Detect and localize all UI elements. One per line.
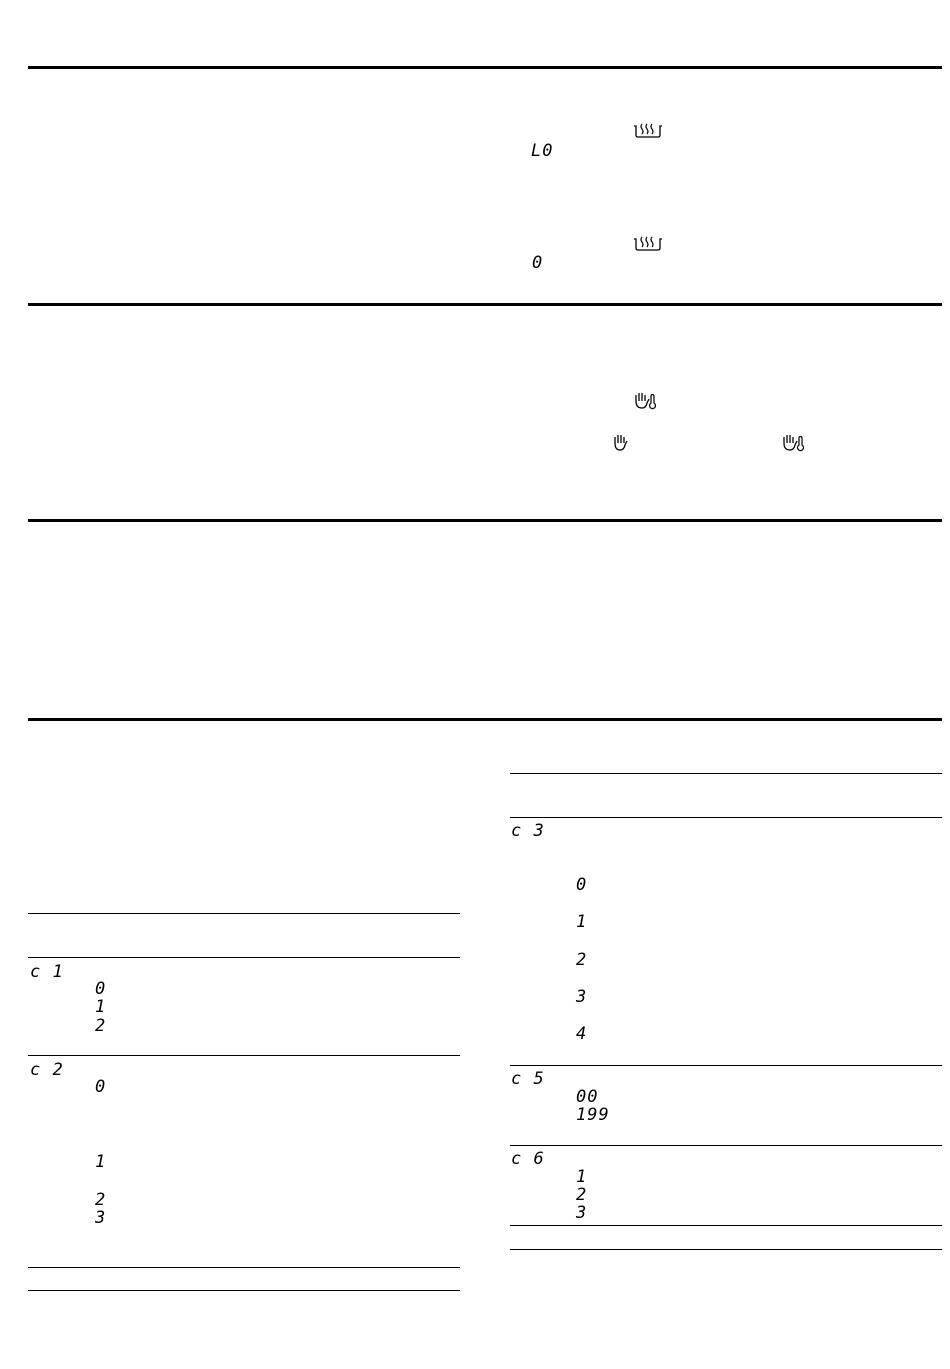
value-1: 1: [576, 912, 588, 932]
value-3: 3: [576, 987, 588, 1007]
section-divider-3: [28, 519, 942, 522]
value-2: 2: [576, 950, 588, 970]
display-zero: 0: [532, 253, 544, 273]
keep-warm-icon: [632, 234, 664, 252]
value-1: 1: [95, 997, 107, 1017]
left-table-bottom-rule: [28, 1290, 460, 1291]
value-1: 1: [576, 1167, 588, 1187]
code-c1: c 1: [30, 962, 64, 982]
code-c2: c 2: [30, 1060, 64, 1080]
value-1: 1: [95, 1152, 107, 1172]
value-00: 00: [576, 1087, 599, 1107]
right-table-top-rule: [510, 773, 942, 774]
hand-temperature-icon: [781, 432, 805, 452]
value-199: 199: [576, 1105, 610, 1125]
right-table-bottom-rule: [510, 1249, 942, 1250]
value-4: 4: [576, 1024, 588, 1044]
hand-temperature-icon: [633, 390, 657, 410]
code-c3: c 3: [511, 821, 545, 841]
section-divider-1: [28, 66, 942, 69]
value-3: 3: [95, 1208, 107, 1228]
value-0: 0: [576, 875, 588, 895]
value-0: 0: [95, 979, 107, 999]
left-table-row-rule: [28, 1055, 460, 1056]
display-lo: L0: [531, 141, 554, 161]
right-table-row-rule: [510, 1065, 942, 1066]
code-c5: c 5: [511, 1069, 545, 1089]
hand-icon: [612, 432, 628, 452]
value-2: 2: [95, 1190, 107, 1210]
value-0: 0: [95, 1077, 107, 1097]
left-table-end-rule: [28, 1267, 460, 1268]
keep-warm-icon: [632, 121, 664, 139]
right-table-row-rule: [510, 1145, 942, 1146]
code-c6: c 6: [511, 1149, 545, 1169]
section-divider-2: [28, 303, 942, 306]
right-table-end-rule: [510, 1225, 942, 1226]
right-table-header-rule: [510, 817, 942, 818]
value-3: 3: [576, 1203, 588, 1223]
value-2: 2: [576, 1185, 588, 1205]
left-table-top-rule: [28, 913, 460, 914]
left-table-header-rule: [28, 957, 460, 958]
section-divider-4: [28, 718, 942, 721]
value-2: 2: [95, 1016, 107, 1036]
